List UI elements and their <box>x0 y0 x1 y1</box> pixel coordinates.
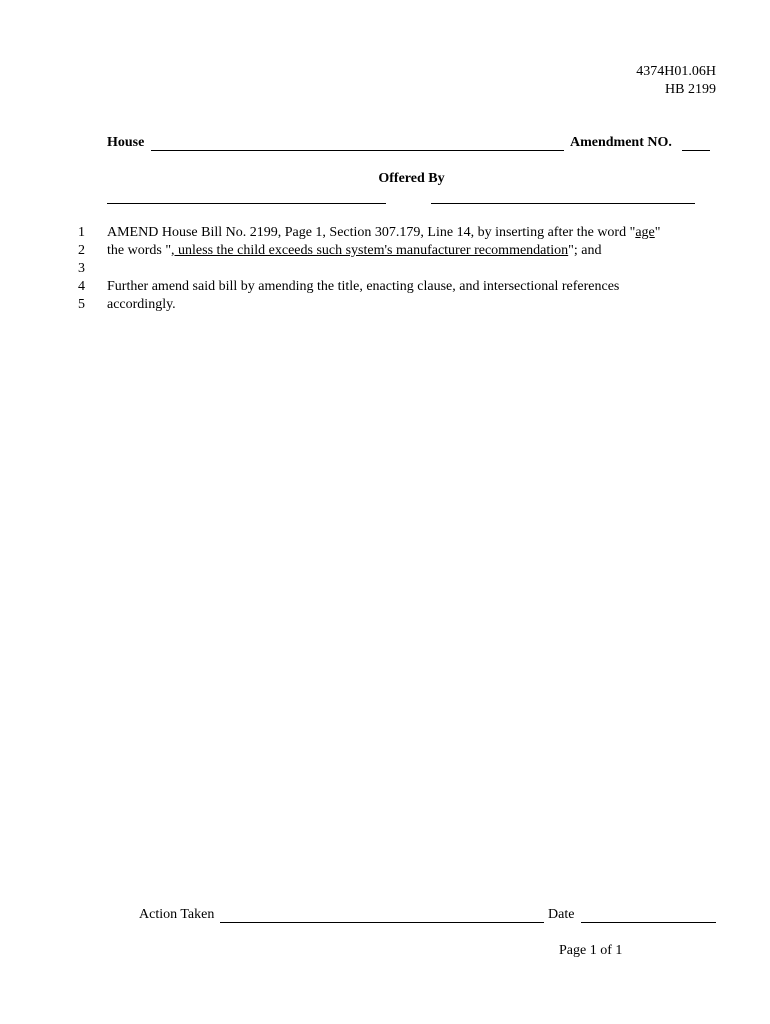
action-taken-label: Action Taken <box>139 907 215 922</box>
document-code: 4374H01.06H <box>636 64 716 79</box>
line-text: AMEND House Bill No. 2199, Page 1, Section 307.179, Line 14, by inserting after the word "age" <box>107 225 661 240</box>
offered-by-line-left <box>107 203 386 204</box>
line-number: 2 <box>78 243 85 258</box>
house-label: House <box>107 135 145 150</box>
date-line <box>581 922 716 923</box>
action-taken-line <box>220 922 544 923</box>
offered-by-line-right <box>431 203 695 204</box>
line-number: 5 <box>78 297 85 312</box>
line-number: 1 <box>78 225 85 240</box>
inserted-word: age <box>635 225 655 240</box>
date-label: Date <box>548 907 575 922</box>
line-text: Further amend said bill by amending the title, enacting clause, and intersectional references <box>107 279 620 294</box>
bill-number: HB 2199 <box>665 82 716 97</box>
inserted-text: , unless the child exceeds such system's manufacturer recommendation <box>171 243 569 258</box>
line-number: 3 <box>78 261 85 276</box>
line-text: accordingly. <box>107 297 176 312</box>
page-number: Page 1 of 1 <box>559 943 623 958</box>
amendment-number-blank <box>682 150 710 151</box>
line-number: 4 <box>78 279 85 294</box>
house-blank-line <box>151 150 564 151</box>
offered-by-label: Offered By <box>378 171 445 186</box>
amendment-label: Amendment NO. <box>570 135 672 150</box>
line-text: the words ", unless the child exceeds such system's manufacturer recommendation"; and <box>107 243 602 258</box>
